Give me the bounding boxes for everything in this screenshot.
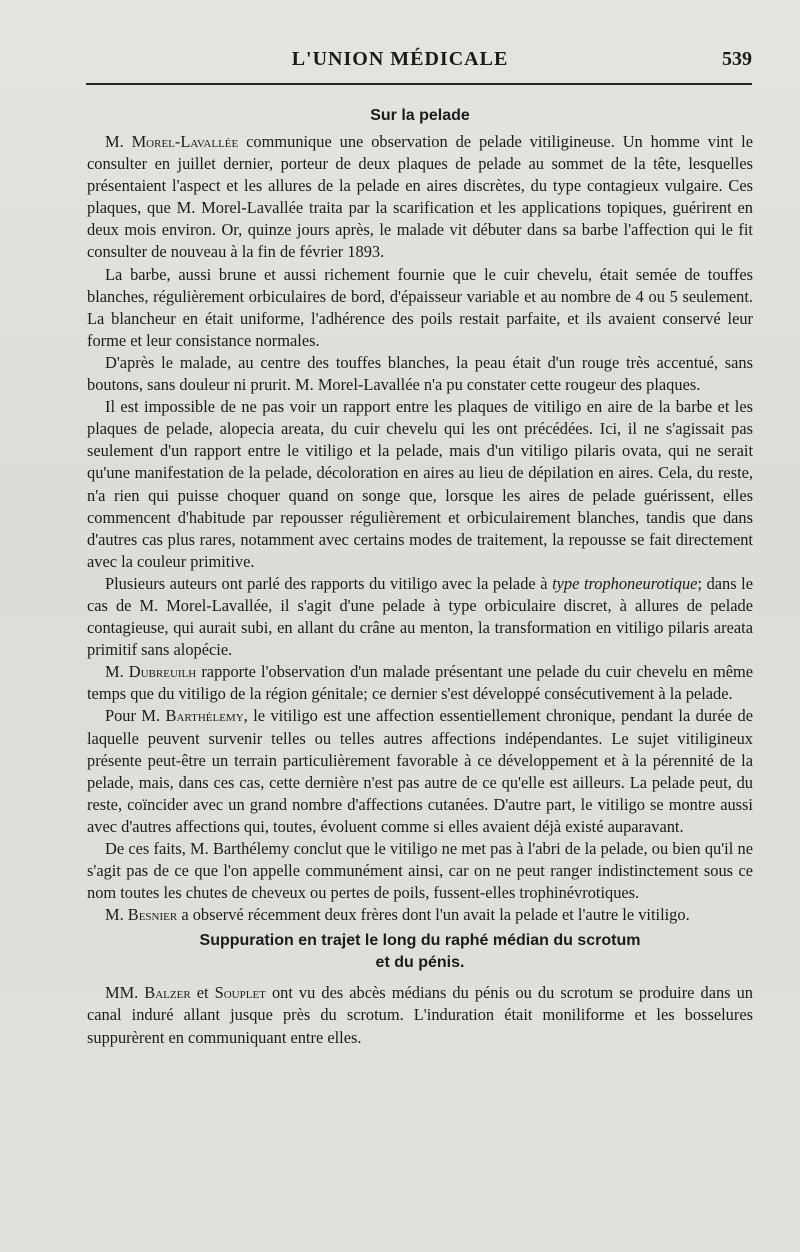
journal-title: L'UNION MÉDICALE bbox=[291, 48, 509, 70]
author-name: Barthélemy bbox=[165, 706, 244, 726]
text: M. bbox=[105, 132, 132, 151]
running-head bbox=[0, 48, 800, 78]
author-name: Morel-Lavallée bbox=[131, 132, 239, 151]
text: M. bbox=[105, 905, 128, 925]
author-name: Souplet bbox=[214, 983, 266, 1003]
paragraph bbox=[87, 661, 753, 705]
text: , le vitiligo est une affection essentiellement chronique, pendant la durée de laquelle peuvent survenir telles ou telles autres affections indépendantes. Le sujet vitiligineux présente peut-être un terrain particulièrement favorable à ce développement et à la pérennité de la pelade, mais, dans ces cas, cette dernière n'est pas autre de ce qu'elle est ailleurs. La pelade peut, du reste, coïncider avec un grand nombre d'affections cutanées. D'autre part, le vitiligo se montre aussi avec d'autres affections qui, toutes, évoluent comme si elles avaient déjà existé auparavant. bbox=[87, 706, 753, 836]
text: rapporte l'observation d'un malade présentant une pelade du cuir chevelu en même temps que du vitiligo de la région génitale; ce dernier s'est développé consécutivement à la pelade. bbox=[87, 662, 753, 704]
title-line: Suppuration en trajet le long du raphé médian du scrotum bbox=[199, 932, 641, 950]
author-name: Besnier bbox=[127, 905, 178, 925]
text: et bbox=[190, 983, 215, 1003]
section-title-pelade: Sur la pelade bbox=[370, 107, 470, 124]
section-title-suppuration bbox=[87, 930, 753, 974]
paragraph bbox=[87, 904, 753, 926]
text: Pour M. bbox=[105, 706, 166, 726]
title-line: et du pénis. bbox=[375, 954, 465, 972]
author-name: Balzer bbox=[144, 983, 191, 1003]
text: Plusieurs auteurs ont parlé des rapports du vitiligo avec la pelade à bbox=[105, 573, 553, 593]
paragraph bbox=[87, 705, 753, 838]
paragraph: De ces faits, M. Barthélemy conclut que le vitiligo ne met pas à l'abri de la pelade, ou bien qu'il ne s'agit pas de ce que l'on appelle communément ainsi, car on ne peut ranger indistinctement sous ce nom toutes les chutes de cheveux ou pertes de poils, fussent-elles trophinévrotiques. bbox=[87, 839, 753, 903]
header-rule bbox=[86, 83, 752, 85]
text: M. bbox=[105, 662, 129, 682]
author-name: Dubreuilh bbox=[128, 662, 197, 682]
paragraph bbox=[87, 573, 753, 661]
text: a observé récemment deux frères dont l'un avait la pelade et l'autre le vitiligo. bbox=[177, 905, 690, 925]
text: ; dans le cas de M. Morel-Lavallée, il s'agit d'une pelade à type orbiculaire discret, à allures de pelade contagieuse, qui aurait subi, en allant du crâne au menton, la transformation en vitiligo pilaris areata primitif sans alopécie. bbox=[87, 573, 754, 660]
text: MM. bbox=[105, 983, 145, 1003]
paragraph: La barbe, aussi brune et aussi richement fournie que le cuir chevelu, était semée de touffes blanches, régulièrement orbiculaires de bord, d'épaisseur variable et au nombre de 4 ou 5 seulement. La blancheur en était uniforme, l'adhérence des poils restait parfaite, et ils avaient conservé leur forme et leur consistance normales. bbox=[87, 264, 753, 350]
paragraph: Il est impossible de ne pas voir un rapport entre les plaques de vitiligo en aire de la barbe et les plaques de pelade, alopecia areata, du cuir chevelu qui les ont précédées. Ici, il ne s'agissait pas seulement d'un rapport entre le vitiligo et la pelade, mais d'un vitiligo pilaris ovata, qui ne serait qu'une manifestation de la pelade, décoloration en aires au lieu de dépilation en aires. Cela, du reste, n'a rien qui puisse choquer quand on songe que, lorsque les aires de pelade guérissent, elles commencent d'habitude par repousser régulièrement et orbiculairement blanches, tandis que dans d'autres cas plus rares, notamment avec certains modes de traitement, la repousse se fait directement avec la couleur primitive. bbox=[87, 397, 753, 571]
paragraph bbox=[87, 131, 753, 264]
article-body bbox=[87, 105, 753, 1049]
italic-term: type trophoneurotique bbox=[552, 573, 698, 593]
text: communique une observation de pelade vitiligineuse. Un homme vint le consulter en juillet dernier, porteur de deux plaques de pelade au sommet de la tête, lesquelles présentaient l'aspect et les allures de la pelade en aires discrètes, du type contagieux vulgaire. Ces plaques, que M. Morel-Lavallée traita par la scarification et les applications topiques, guérirent en deux mois environ. Or, quinze jours après, le malade vit débuter dans sa barbe l'affection qui le fit consulter de nouveau à la fin de février 1893. bbox=[87, 132, 753, 262]
paragraph bbox=[87, 982, 753, 1048]
text: ont vu des abcès médians du pénis ou du scrotum se produire dans un canal induré allant jusque près du scrotum. L'induration était moniliforme et les bosselures suppurèrent en communiquant entre elles. bbox=[87, 983, 753, 1047]
page-number: 539 bbox=[722, 48, 752, 70]
paragraph: D'après le malade, au centre des touffes blanches, la peau était d'un rouge très accentué, sans boutons, sans douleur ni prurit. M. Morel-Lavallée n'a pu constater cette rougeur des plaques. bbox=[87, 352, 753, 395]
